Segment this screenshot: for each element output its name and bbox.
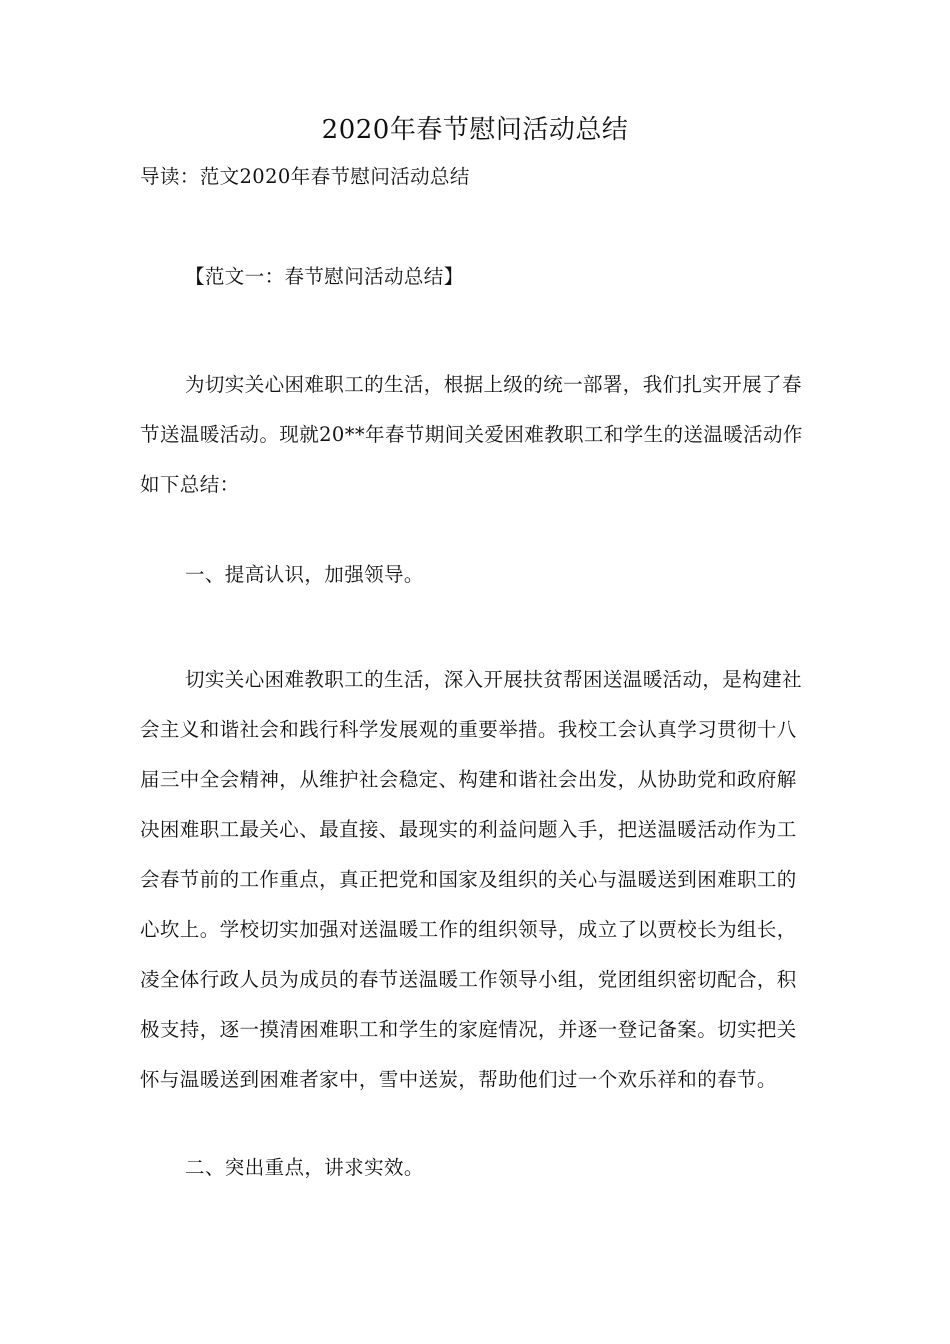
section-heading-1: 一、提高认识，加强领导。 (185, 563, 424, 586)
intro-paragraph: 为切实关心困难职工的生活，根据上级的统一部署，我们扎实开展了春节送温暖活动。现就20**年春节期间关爱困难教职工和学生的送温暖活动作如下总结： (140, 373, 803, 496)
body-paragraph-1: 切实关心困难教职工的生活，深入开展扶贫帮困送温暖活动，是构建社会主义和谐社会和践行科学发展观的重要举措。我校工会认真学习贯彻十八届三中全会精神，从维护社会稳定、构建和谐社会出发，从协助党和政府解决困难职工最关心、最直接、最现实的利益问题入手，把送温暖活动作为工会春节前的工作重点，真正把党和国家及组织的关心与温暖送到困难职工的心坎上。学校切实加强对送温暖工作的组织领导，成立了以贾校长为组长，凌全体行政人员为成员的春节送温暖工作领导小组，党团组织密切配合，积极支持，逐一摸清困难职工和学生的家庭情况，并逐一登记备案。切实把关怀与温暖送到困难者家中，雪中送炭，帮助他们过一个欢乐祥和的春节。 (140, 668, 802, 1091)
lead-text: 导读：范文2020年春节慰问活动总结 (140, 165, 470, 188)
section-heading-2: 二、突出重点，讲求实效。 (185, 1156, 424, 1179)
section-label: 【范文一：春节慰问活动总结】 (185, 265, 464, 288)
document-title: 2020年春节慰问活动总结 (321, 115, 629, 145)
